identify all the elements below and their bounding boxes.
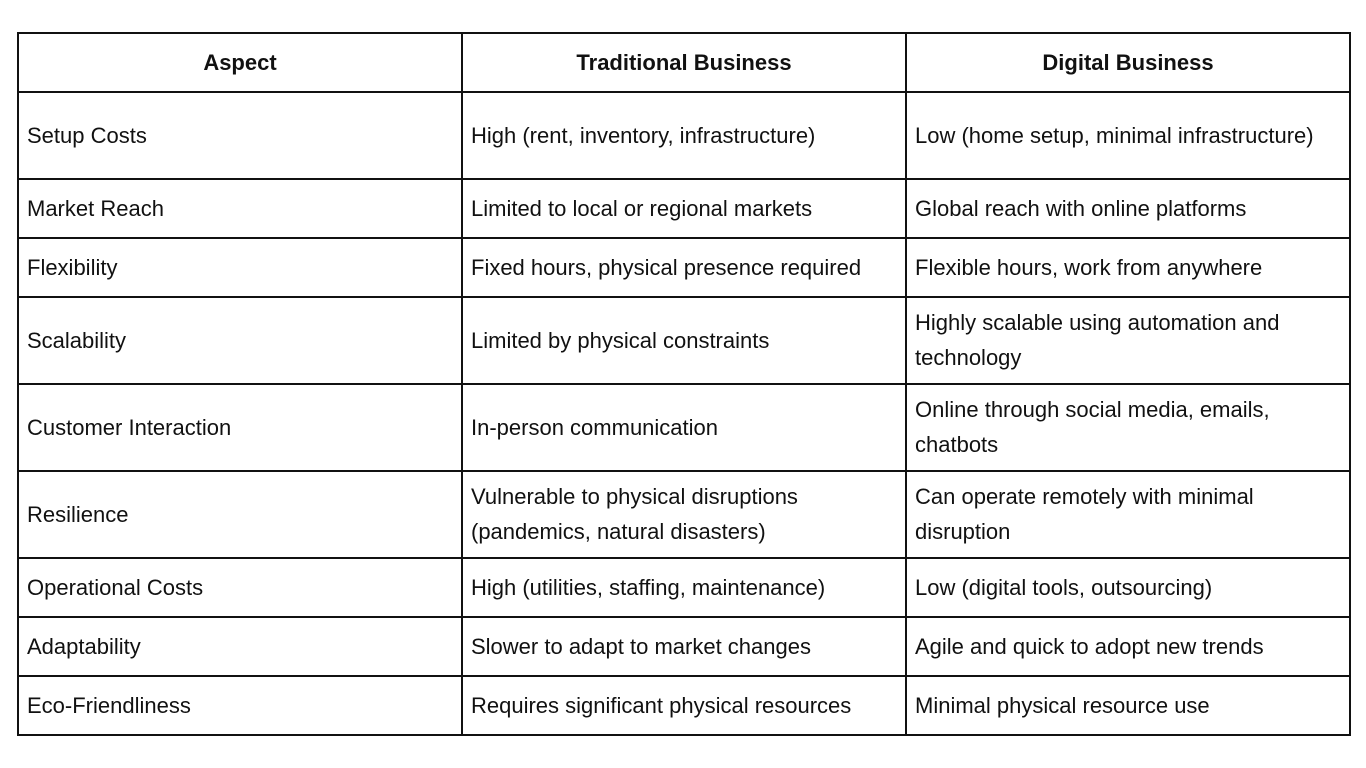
digital-cell: Low (digital tools, outsourcing)	[906, 558, 1350, 617]
traditional-cell: Slower to adapt to market changes	[462, 617, 906, 676]
table-row	[18, 471, 1350, 558]
table-row	[18, 384, 1350, 471]
table-row	[18, 92, 1350, 179]
traditional-cell: Fixed hours, physical presence required	[462, 238, 906, 297]
aspect-cell: Adaptability	[18, 617, 462, 676]
header-digital-business: Digital Business	[906, 33, 1350, 92]
traditional-cell: High (rent, inventory, infrastructure)	[462, 92, 906, 179]
table-row	[18, 238, 1350, 297]
table-row	[18, 558, 1350, 617]
traditional-cell: Limited to local or regional markets	[462, 179, 906, 238]
aspect-cell: Setup Costs	[18, 92, 462, 179]
table-row	[18, 676, 1350, 735]
digital-cell: Global reach with online platforms	[906, 179, 1350, 238]
header-traditional-business: Traditional Business	[462, 33, 906, 92]
digital-cell: Highly scalable using automation and technology	[906, 297, 1350, 384]
comparison-table	[17, 32, 1351, 736]
header-aspect: Aspect	[18, 33, 462, 92]
aspect-cell: Market Reach	[18, 179, 462, 238]
digital-cell: Can operate remotely with minimal disruption	[906, 471, 1350, 558]
table-row	[18, 297, 1350, 384]
digital-cell: Online through social media, emails, chatbots	[906, 384, 1350, 471]
digital-cell: Low (home setup, minimal infrastructure)	[906, 92, 1350, 179]
aspect-cell: Eco-Friendliness	[18, 676, 462, 735]
traditional-cell: Vulnerable to physical disruptions (pandemics, natural disasters)	[462, 471, 906, 558]
aspect-cell: Scalability	[18, 297, 462, 384]
traditional-cell: Requires significant physical resources	[462, 676, 906, 735]
digital-cell: Minimal physical resource use	[906, 676, 1350, 735]
traditional-cell: Limited by physical constraints	[462, 297, 906, 384]
aspect-cell: Operational Costs	[18, 558, 462, 617]
aspect-cell: Flexibility	[18, 238, 462, 297]
table-row	[18, 179, 1350, 238]
traditional-cell: High (utilities, staffing, maintenance)	[462, 558, 906, 617]
table-header-row	[18, 33, 1350, 92]
aspect-cell: Resilience	[18, 471, 462, 558]
traditional-cell: In-person communication	[462, 384, 906, 471]
digital-cell: Flexible hours, work from anywhere	[906, 238, 1350, 297]
digital-cell: Agile and quick to adopt new trends	[906, 617, 1350, 676]
aspect-cell: Customer Interaction	[18, 384, 462, 471]
comparison-table-container	[17, 32, 1349, 736]
table-row	[18, 617, 1350, 676]
